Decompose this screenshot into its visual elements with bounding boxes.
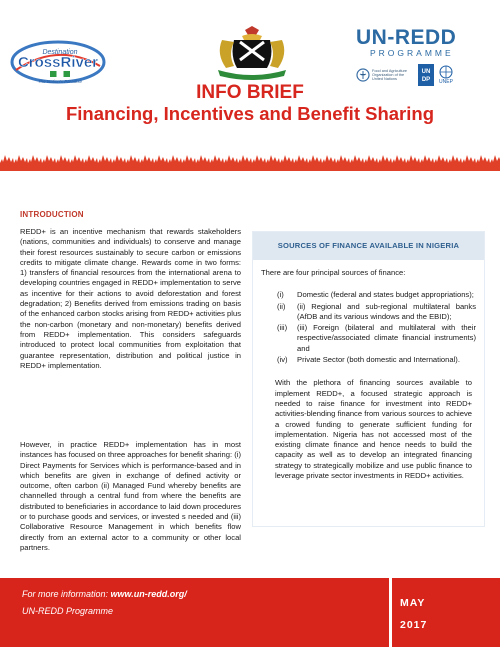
sources-paragraph: With the plethora of financing sources available to implement REDD+, a focused strategic approach is needed to raise finance for investment into REDD+ activities-blending finance from various sources to achieve a crowed funding to generate sufficient funding for implementation. Nigeria has not accessed most of the existing climate finance and hence needs to build the capacity as well as to develop an integrated financing strategy to strategically mobilize and use public finance to leverage private sector investments in REDD+ activities. — [275, 378, 472, 481]
footer-month: MAY — [400, 597, 426, 609]
footer-info — [22, 586, 187, 620]
list-item-number: (iii) — [277, 323, 288, 333]
list-item-number: (ii) — [277, 301, 286, 311]
sources-list — [261, 290, 476, 365]
svg-text:DP: DP — [421, 77, 431, 83]
list-item-number: (iv) — [277, 355, 288, 365]
unredd-programme-logo — [356, 26, 496, 86]
nigeria-coat-of-arms — [212, 26, 292, 84]
page-title: Financing, Incentives and Benefit Sharing — [65, 103, 434, 124]
fao-logo — [356, 68, 414, 82]
unep-icon — [438, 65, 454, 79]
sources-of-finance-box — [252, 231, 485, 527]
forest-silhouette-band — [0, 147, 500, 171]
unep-label: UNEP — [439, 79, 453, 85]
list-item-text: Domestic (federal and states budget appropriations); — [297, 290, 474, 300]
unredd-title: UN-REDD — [356, 26, 457, 49]
logo-tagline-text: The Nation's Paradise — [37, 79, 83, 84]
list-item-text: (ii) Regional and sub-regional multilateral banks (AfDB and its various windows and the EBID); — [297, 301, 476, 321]
introduction-heading: INTRODUCTION — [20, 210, 84, 219]
footer-divider — [389, 578, 392, 647]
footer-date — [400, 592, 427, 636]
list-item — [261, 323, 476, 354]
footer-info-prefix: For more information: — [22, 589, 111, 599]
fao-label: Food and Agriculture Organization of the United Nations — [372, 68, 408, 82]
svg-text:UN: UN — [421, 69, 431, 75]
list-item — [261, 290, 476, 300]
intro-paragraph-2: However, in practice REDD+ implementation has in most instances has focused on three approaches for benefit sharing: (i) Direct Payments for Services which is performance-based and in which benefits are given in exchange of defined activity or outcome, often carbon (ii) Managed Fund whereby benefits are channelled through a central fund from where the benefits are distributed to beneficiaries in accordance to laid down procedures or to purchase goods and services, or invested s needed and (iii) Collaborative Resource Management in which benefits flow directly from an external actor to a community or other local partners. — [20, 440, 241, 552]
intro-paragraph-1: REDD+ is an incentive mechanism that rewards stakeholders (nations, communities and individuals) to conserve and manage their forest resources sustainably to secure carbon or emissions credits to mitigate climate change. Rewards come in two forms: 1) transfers of financial resources from the international arena to developing countries engaged in REDD+ implementation to serve as incentive for their actions to avoid deforestation and forest degradation; 2) Benefits derived from emissions trading on basis of the enhanced carbon stocks arising from REDD+ activities plus the non-carbon (monetary and non-monetary) benefits derived from REDD+ implementation. This considers safeguards introduced to protect local communities from exploitation that guarantee representation, distribution and political justice in REDD+ implementation. — [20, 227, 241, 370]
list-item-number: (i) — [277, 290, 284, 300]
unredd-subtitle: PROGRAMME — [370, 48, 454, 58]
list-item-text: Private Sector (both domestic and International). — [297, 355, 460, 365]
footer-bar — [0, 578, 500, 647]
footer-programme-name: UN-REDD Programme — [22, 606, 114, 616]
list-item-text: (iii) Foreign (bilateral and multilateral with their respective/associated climate financial instruments) and — [297, 323, 476, 353]
cross-river-logo — [4, 36, 112, 86]
sources-intro: There are four principal sources of finance: — [261, 268, 406, 277]
fao-icon — [356, 68, 370, 82]
brief-label: INFO BRIEF — [196, 82, 304, 103]
footer-website-link[interactable]: www.un-redd.org/ — [110, 589, 187, 599]
logo-crossriver-text: CrossRiver — [17, 54, 99, 71]
list-item — [261, 355, 476, 365]
footer-year: 2017 — [400, 619, 428, 631]
logo-destination-text: Destination — [42, 49, 78, 56]
list-item — [261, 302, 476, 323]
sources-heading: SOURCES OF FINANCE AVAILABLE IN NIGERIA — [253, 232, 484, 260]
